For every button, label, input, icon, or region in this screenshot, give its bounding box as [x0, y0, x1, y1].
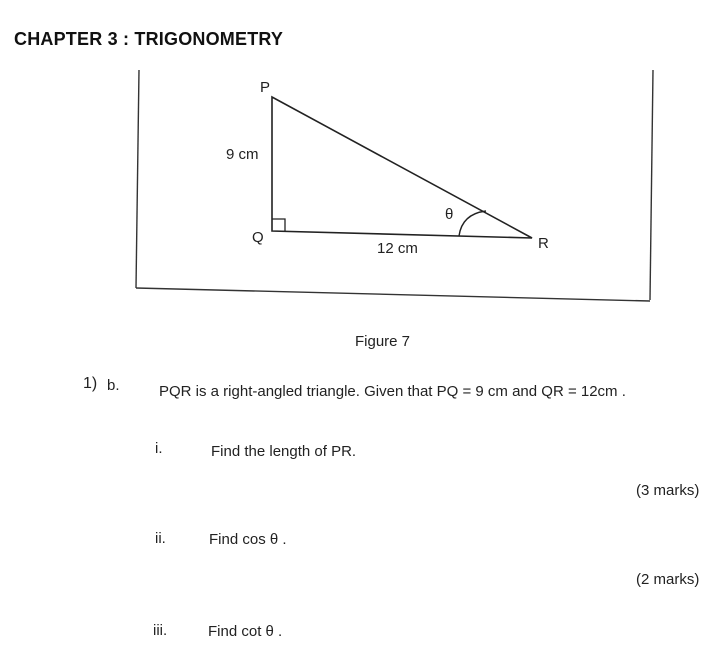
vertex-label-p: P	[260, 79, 271, 96]
subquestion-number: ii.	[155, 530, 166, 547]
figure-caption: Figure 7	[355, 333, 411, 350]
angle-label-theta: θ	[445, 206, 454, 223]
chapter-title: CHAPTER 3 : TRIGONOMETRY	[14, 29, 284, 49]
triangle-pqr	[272, 97, 532, 238]
frame-left-line	[136, 70, 139, 288]
side-label-qr: 12 cm	[377, 240, 418, 257]
subquestion-number: i.	[155, 440, 163, 457]
side-label-pq: 9 cm	[226, 146, 259, 163]
question-text: PQR is a right-angled triangle. Given that PQ = 9 cm and QR = 12cm .	[159, 383, 626, 400]
vertex-label-q: Q	[252, 229, 264, 246]
subquestion-text: Find cot θ .	[208, 623, 283, 640]
frame-right-line	[650, 70, 653, 300]
question-number: 1)	[83, 375, 98, 392]
figure-7-diagram	[0, 0, 717, 320]
subquestion-marks: (2 marks)	[636, 571, 700, 588]
right-angle-marker	[272, 219, 285, 231]
subquestion-marks: (3 marks)	[636, 482, 700, 499]
vertex-label-r: R	[538, 235, 549, 252]
subquestion-text: Find cos θ .	[209, 531, 287, 548]
question-part: b.	[107, 377, 120, 394]
frame-bottom-line	[136, 288, 650, 301]
subquestion-text: Find the length of PR.	[211, 443, 357, 460]
angle-arc	[459, 211, 486, 236]
subquestion-number: iii.	[153, 622, 168, 639]
